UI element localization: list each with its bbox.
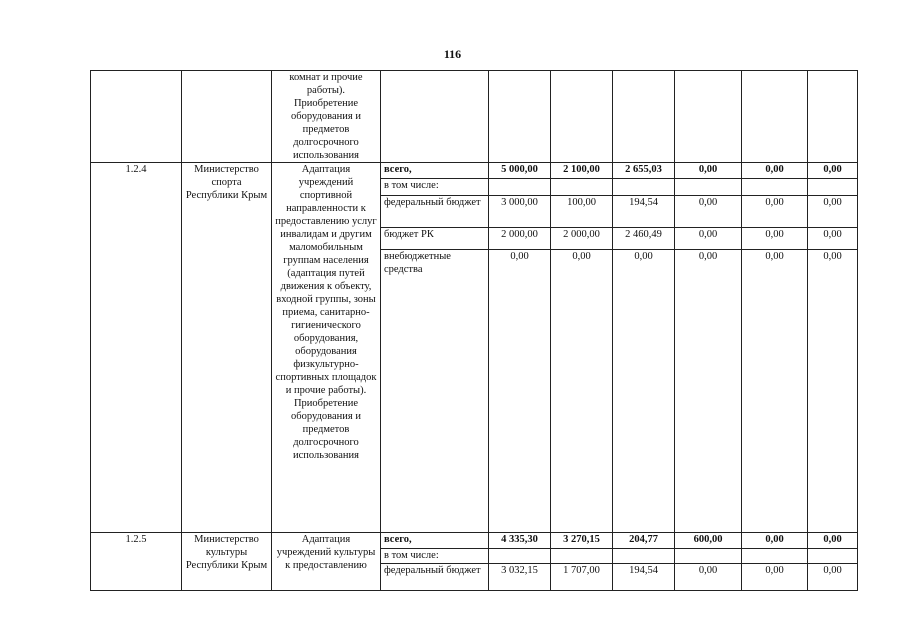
value-cell: 0,00 — [742, 564, 808, 591]
value-cell: 2 460,49 — [613, 228, 675, 250]
line-label: в том числе: — [381, 179, 489, 196]
value-cell: 0,00 — [808, 196, 858, 228]
line-label: всего, — [381, 163, 489, 179]
value-cell: 0,00 — [742, 533, 808, 549]
value-cell: 0,00 — [551, 250, 613, 533]
value-cell — [613, 549, 675, 564]
value-cell: 0,00 — [613, 250, 675, 533]
budget-table — [90, 70, 858, 591]
value-cell: 0,00 — [675, 163, 742, 179]
value-cell: 100,00 — [551, 196, 613, 228]
value-cell: 3 032,15 — [489, 564, 551, 591]
value-cell: 0,00 — [489, 250, 551, 533]
value-cell: 0,00 — [742, 196, 808, 228]
value-cell — [808, 179, 858, 196]
cell-empty — [551, 71, 613, 163]
value-cell: 0,00 — [742, 163, 808, 179]
value-cell: 0,00 — [808, 564, 858, 591]
value-cell — [489, 179, 551, 196]
item-number: 1.2.5 — [91, 533, 182, 591]
value-cell — [808, 549, 858, 564]
value-cell: 2 000,00 — [551, 228, 613, 250]
value-cell: 2 655,03 — [613, 163, 675, 179]
continuation-description: комнат и прочие работы). Приобретение оборудования и предметов долгосрочного использования — [272, 71, 381, 163]
cell-empty — [613, 71, 675, 163]
cell-empty — [742, 71, 808, 163]
line-label: федеральный бюджет — [381, 196, 489, 228]
value-cell: 2 100,00 — [551, 163, 613, 179]
value-cell: 3 000,00 — [489, 196, 551, 228]
value-cell: 3 270,15 — [551, 533, 613, 549]
cell-empty — [489, 71, 551, 163]
value-cell: 0,00 — [675, 564, 742, 591]
value-cell: 0,00 — [808, 533, 858, 549]
value-cell — [742, 549, 808, 564]
value-cell: 0,00 — [675, 228, 742, 250]
value-cell: 0,00 — [808, 163, 858, 179]
table-row — [91, 163, 858, 179]
value-cell — [489, 549, 551, 564]
item-description: Адаптация учреждений культуры к предоставлению — [272, 533, 381, 591]
value-cell — [675, 549, 742, 564]
value-cell — [613, 179, 675, 196]
line-label: всего, — [381, 533, 489, 549]
cell-empty — [381, 71, 489, 163]
value-cell — [675, 179, 742, 196]
table-row — [91, 533, 858, 549]
cell-empty — [808, 71, 858, 163]
continuation-row — [91, 71, 858, 163]
value-cell: 0,00 — [808, 250, 858, 533]
value-cell — [551, 549, 613, 564]
value-cell: 5 000,00 — [489, 163, 551, 179]
item-organization: Министерство спорта Республики Крым — [182, 163, 272, 533]
value-cell: 4 335,30 — [489, 533, 551, 549]
value-cell — [742, 179, 808, 196]
line-label: федеральный бюджет — [381, 564, 489, 591]
value-cell — [551, 179, 613, 196]
line-label: в том числе: — [381, 549, 489, 564]
value-cell: 194,54 — [613, 196, 675, 228]
value-cell: 1 707,00 — [551, 564, 613, 591]
cell-organization-empty — [182, 71, 272, 163]
value-cell: 0,00 — [675, 196, 742, 228]
line-label: внебюджетные средства — [381, 250, 489, 533]
item-description: Адаптация учреждений спортивной направленности к предоставлению услуг инвалидам и другим маломобильным группам населения (адаптация путей движения к объекту, входной группы, зоны приема, санитарно-гигиенического оборудования, оборудования физкультурно-спортивных площадок и прочие работы). Приобретение оборудования и предметов долгосрочного использования — [272, 163, 381, 533]
item-organization: Министерство культуры Республики Крым — [182, 533, 272, 591]
value-cell: 0,00 — [675, 250, 742, 533]
value-cell: 0,00 — [742, 250, 808, 533]
value-cell: 0,00 — [808, 228, 858, 250]
value-cell: 204,77 — [613, 533, 675, 549]
value-cell: 194,54 — [613, 564, 675, 591]
line-label: бюджет РК — [381, 228, 489, 250]
value-cell: 0,00 — [742, 228, 808, 250]
value-cell: 2 000,00 — [489, 228, 551, 250]
cell-number-empty — [91, 71, 182, 163]
page-number: 116 — [443, 47, 462, 61]
item-number: 1.2.4 — [91, 163, 182, 533]
cell-empty — [675, 71, 742, 163]
value-cell: 600,00 — [675, 533, 742, 549]
